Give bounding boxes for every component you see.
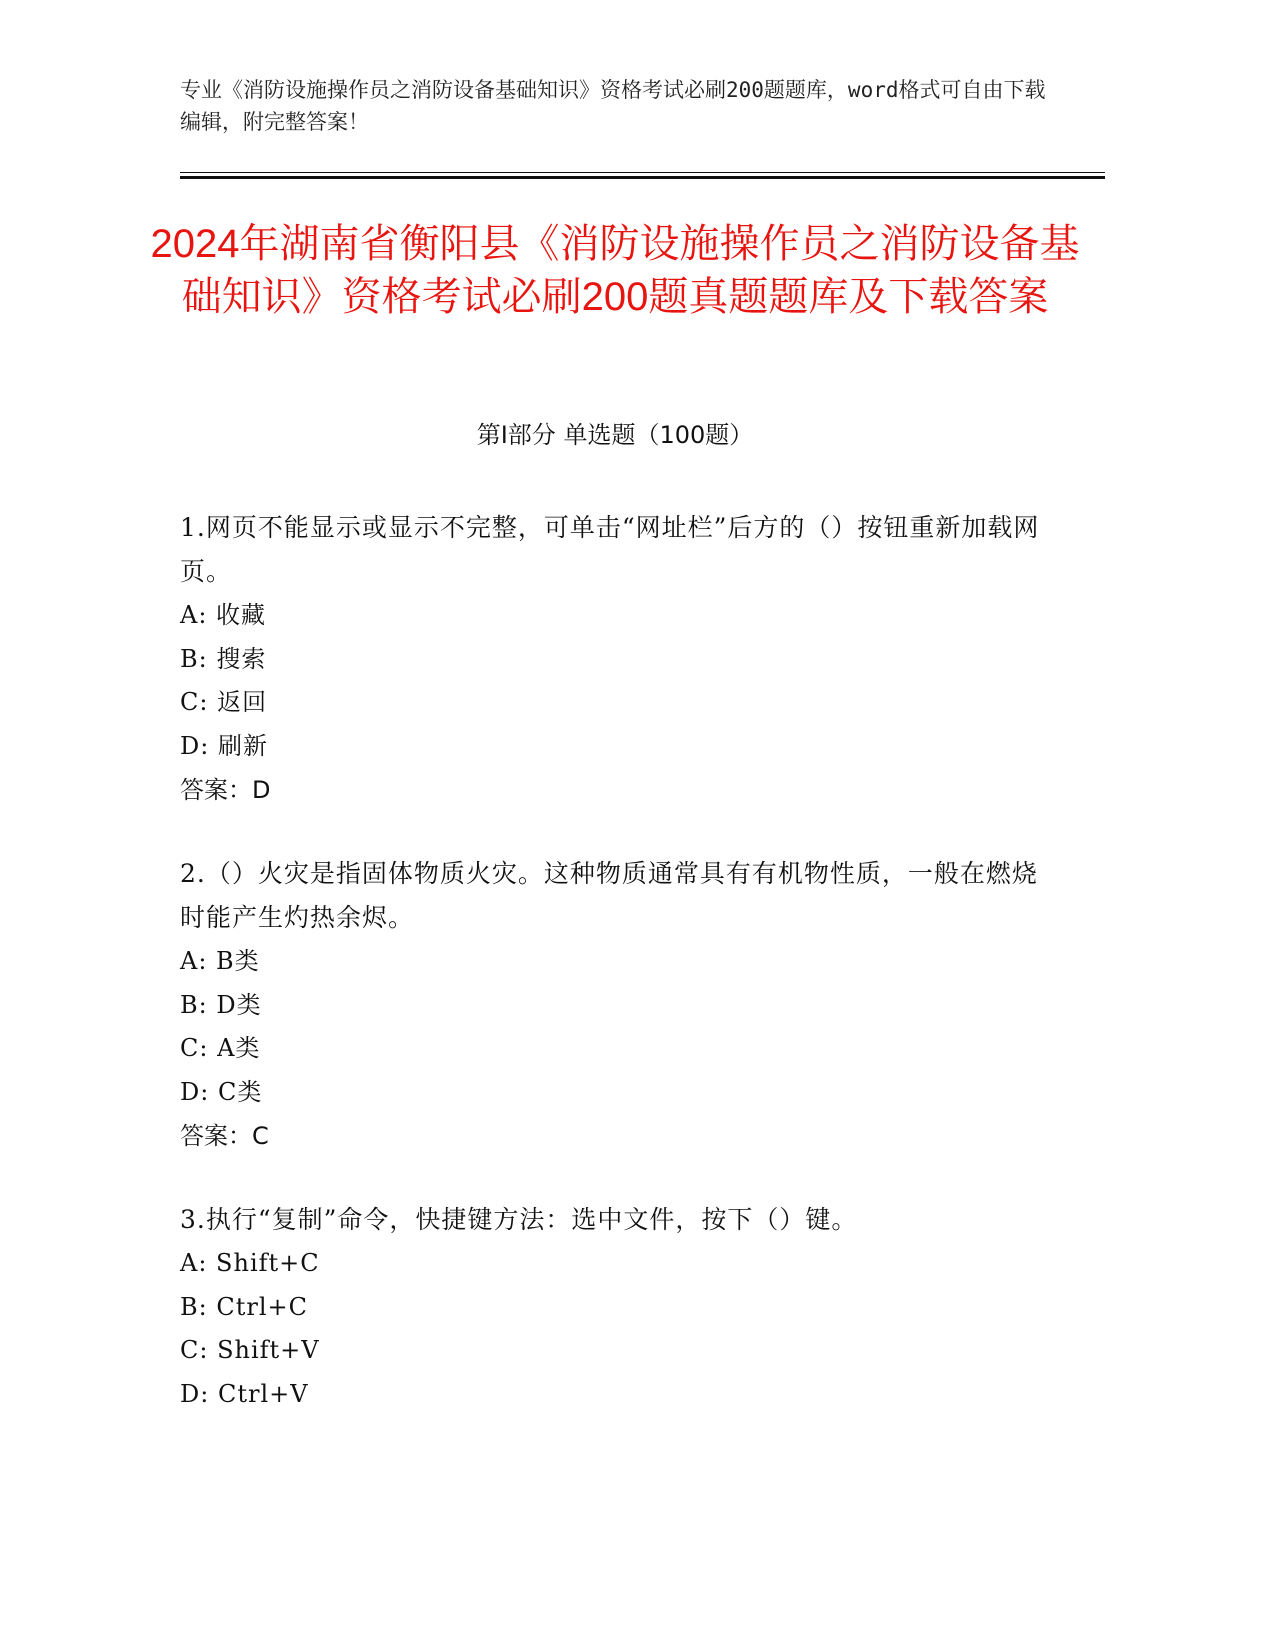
- option-d: D: Ctrl+V: [180, 1379, 309, 1408]
- option-d: D: 刷新: [180, 731, 268, 760]
- question-2: [180, 852, 1060, 1158]
- option-c: C: Shift+V: [180, 1336, 320, 1364]
- question-list: [180, 506, 1060, 1456]
- section-heading: 第I部分 单选题（100题）: [476, 421, 754, 449]
- answer-line: 答案：D: [180, 776, 271, 804]
- option-c: C: A类: [180, 1034, 261, 1062]
- option-a: A: Shift+C: [180, 1249, 320, 1277]
- document-title: 2024年湖南省衡阳县《消防设施操作员之消防设备基础知识》资格考试必刷200题真题题库及下载答案: [150, 222, 1080, 319]
- option-d: D: C类: [180, 1077, 263, 1106]
- option-b: B: 搜索: [180, 644, 267, 673]
- option-b: B: D类: [180, 990, 262, 1019]
- option-c: C: 返回: [180, 688, 268, 716]
- header-divider-thin: [180, 172, 1105, 173]
- option-a: A: 收藏: [180, 601, 267, 629]
- option-b: B: Ctrl+C: [180, 1292, 308, 1321]
- question-3: [180, 1198, 1060, 1416]
- answer-line: 答案：C: [180, 1122, 269, 1150]
- header-divider-thick: [180, 176, 1105, 179]
- header-note: 专业《消防设施操作员之消防设备基础知识》资格考试必刷200题题库，word格式可自由下载编辑，附完整答案！: [180, 78, 1046, 134]
- question-stem: 2.（）火灾是指固体物质火灾。这种物质通常具有有机物性质，一般在燃烧时能产生灼热余烬。: [180, 859, 1038, 932]
- question-stem: 1.网页不能显示或显示不完整，可单击“网址栏”后方的（）按钮重新加载网页。: [180, 513, 1040, 586]
- option-a: A: B类: [180, 947, 260, 975]
- question-stem: 3.执行“复制”命令，快捷键方法：选中文件，按下（）键。: [180, 1205, 858, 1234]
- question-1: [180, 506, 1060, 812]
